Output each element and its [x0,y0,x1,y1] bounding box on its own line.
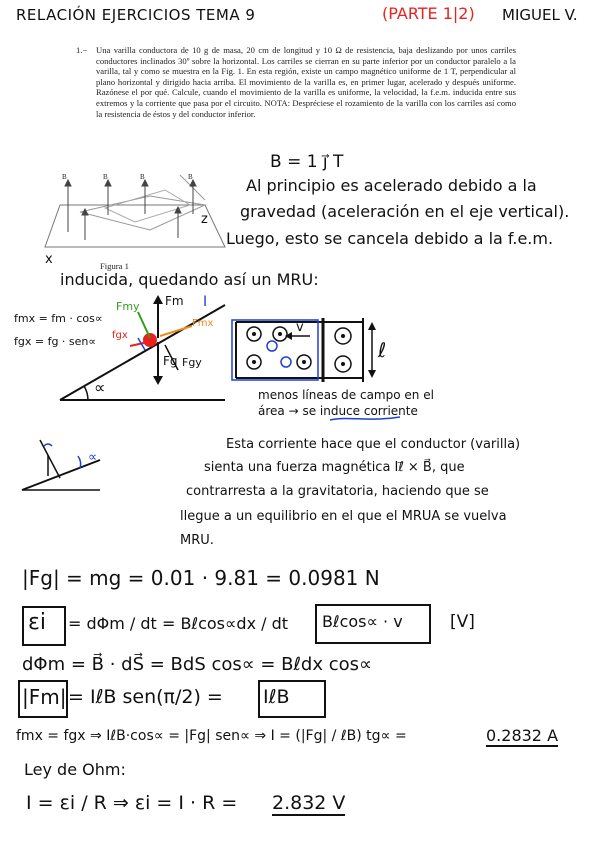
figure-label-x: x [45,252,53,267]
fm-expansion: = IℓB sen(π/2) = [68,686,223,708]
fgy-label: Fgy [182,356,202,369]
fg-label: Fg [163,354,178,368]
flux-note-1: menos líneas de campo en el [258,388,434,402]
figure-label-b3: B [140,173,145,181]
ohm-law-title: Ley de Ohm: [24,760,126,779]
v-label: v [296,320,304,335]
fm-label: Fm [165,294,184,308]
fgx-formula: fgx = fg · sen∝ [14,335,97,348]
current-para-4: llegue a un equilibrio en el que el MRUA se vuelva [180,509,507,524]
note-line-1: Al principio es acelerado debido a la [246,176,537,195]
current-para-3: contrarresta a la gravitatoria, haciendo que se [186,484,489,499]
fm-symbol: |Fm| [22,685,67,709]
b-field-note: B = 1 j⃗ T [270,152,344,172]
fmx-formula: fmx = fm · cos∝ [14,312,103,325]
emf-unit: [V] [450,612,475,632]
ohm-equation: I = εi / R ⇒ εi = I · R = [26,792,238,814]
figure-label-b1: B [62,173,67,181]
fgx-label: fgx [112,330,128,341]
note-line-4: inducida, quedando así un MRU: [60,270,319,289]
alpha-sketch-label: ∝ [88,450,98,465]
emf-result: Bℓcos∝ · v [322,612,403,631]
fm-result: IℓB [263,686,290,708]
emf-derivative: = dΦm / dt [68,614,157,633]
part-label: (PARTE 1|2) [382,4,475,23]
fmy-label: Fmy [116,300,140,313]
current-para-2: sienta una fuerza magnética Iℓ⃗ × B⃗, que [204,460,465,475]
emf-value: 2.832 V [272,792,346,814]
figure-caption: Figura 1 [100,261,129,271]
alpha-label: ∝ [94,378,106,397]
emf-expansion: = Bℓcos∝dx / dt [162,614,289,633]
figure-label-b4: B [188,173,193,181]
current-label: I [203,294,208,310]
problem-number: 1.− [76,45,88,55]
emf-symbol: εi [28,610,47,635]
page-title: RELACIÓN EJERCICIOS TEMA 9 [16,6,256,24]
length-label: ℓ [378,338,387,362]
current-para-5: MRU. [180,533,214,548]
force-balance-equation: fmx = fgx ⇒ IℓB·cos∝ = |Fg| sen∝ ⇒ I = (|Fg| / ℓB) tg∝ = [16,728,407,744]
current-para-1: Esta corriente hace que el conductor (varilla) [226,437,521,452]
flux-equation: dΦm = B⃗ · dS⃗ = BdS cos∝ = Bℓdx cos∝ [22,654,372,675]
fmx-label: Fmx [192,318,214,329]
flux-note-2: área → se induce corriente [258,404,418,418]
problem-text: Una varilla conductora de 10 g de masa, 20 cm de longitud y 10 Ω de resistencia, baja deslizando por unos carriles conductores inclinados 30º sobre la horizontal. Los carriles se cierran en su parte inferior por un conductor paralelo a la varilla, tal y como se muestra en la Fig. 1. En esta región, existe un campo magnético uniforme de 1 T, perpendicular al plano horizontal y dirigido hacia arriba. El movimiento de la varilla es, en primer lugar, acelerado y después uniforme. Razónese el por qué. Calcule, cuando el movimiento de la varilla es uniforme, la velocidad, la f.e.m. inducida entre sus extremos y la corriente que pasa por el circuito. NOTA: Despréciese el rozamiento de la varilla con los carriles así como la resistencia de éstos y del conductor inferior. [96,45,516,119]
note-line-3: Luego, esto se cancela debido a la f.e.m. [226,229,554,248]
figure-label-b2: B [103,173,108,181]
figure-label-z: z [201,212,208,227]
fg-equation: |Fg| = mg = 0.01 · 9.81 = 0.0981 N [22,566,380,590]
note-line-2: gravedad (aceleración en el eje vertical). [240,202,570,221]
current-value: 0.2832 A [486,726,559,745]
author-name: MIGUEL V. [502,6,578,24]
